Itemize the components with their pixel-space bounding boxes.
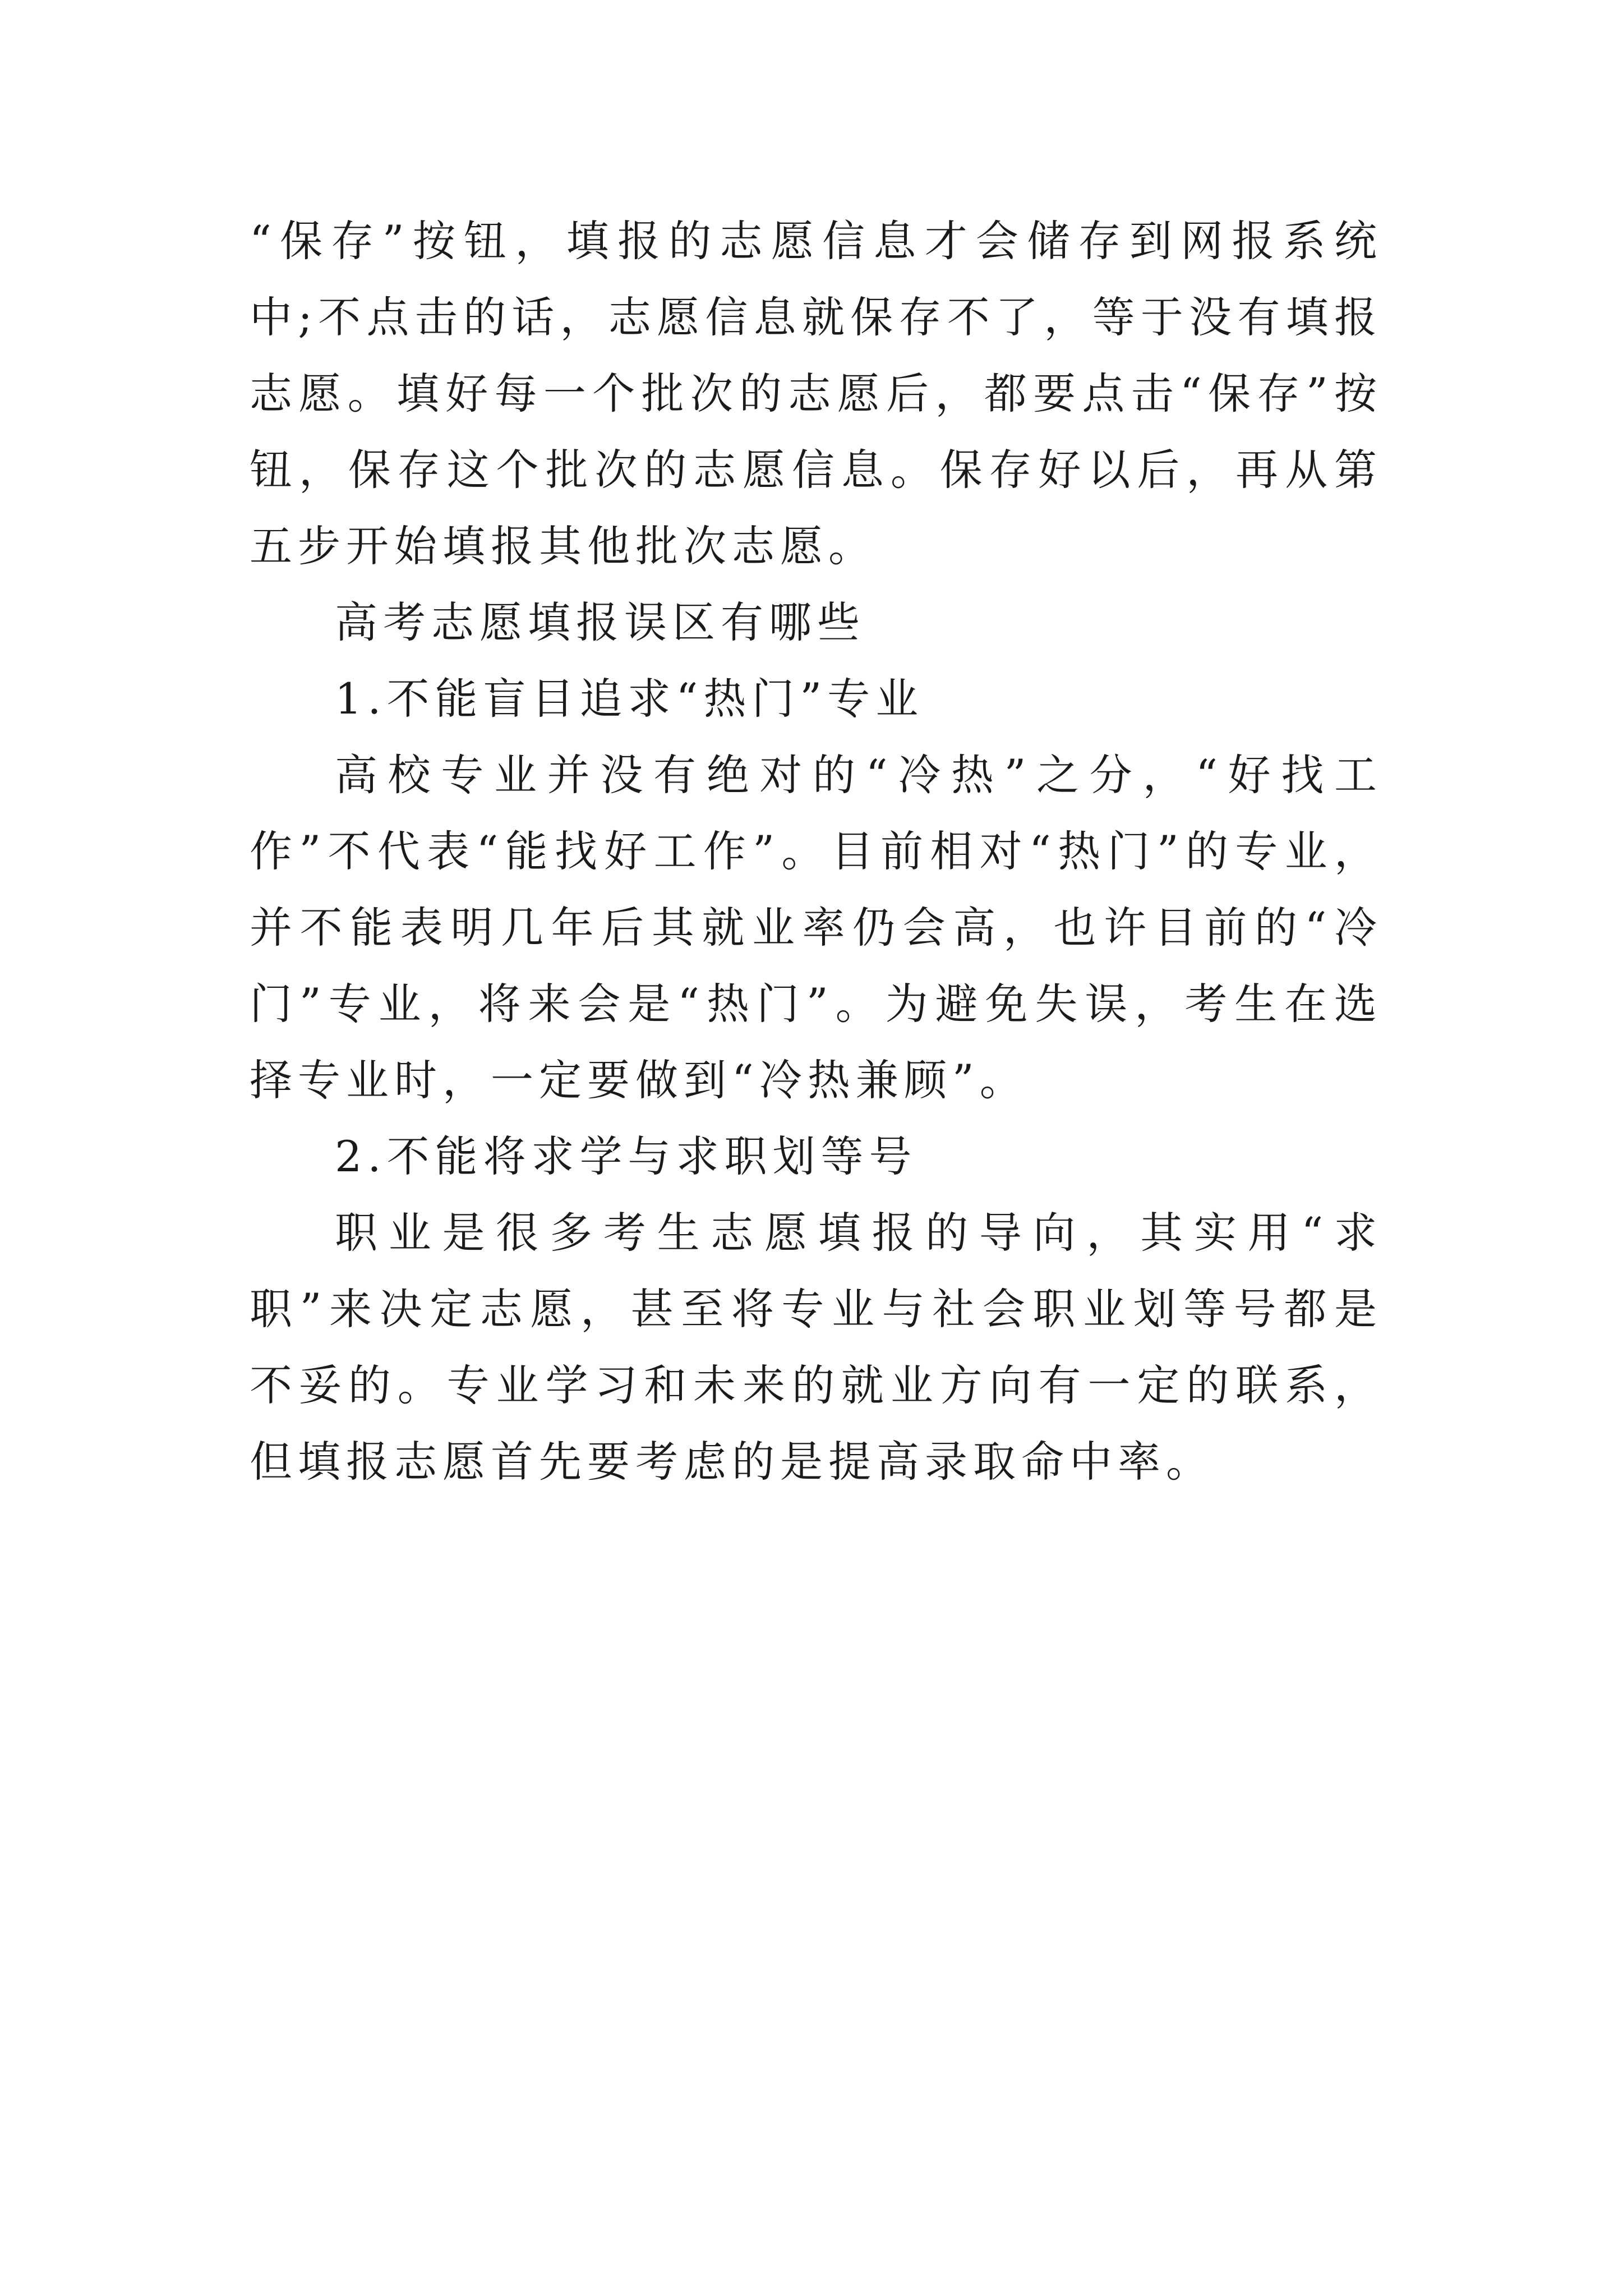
paragraph-1: 高校专业并没有绝对的“冷热”之分，“好找工作”不代表“能找好工作”。目前相对“热门”的专业，并不能表明几年后其就业率仍会高，也许目前的“冷门”专业，将来会是“热门”。为避免失误，考生在选择专业时，一定要做到“冷热兼顾”。 [250, 750, 1382, 1105]
paragraph-2: 职业是很多考生志愿填报的导向，其实用“求职”来决定志愿，甚至将专业与社会职业划等号都是不妥的。专业学习和未来的就业方向有一定的联系，但填报志愿首先要考虑的是提高录取命中率。 [250, 1208, 1382, 1487]
document-body [250, 203, 1382, 1500]
subheading-1: 1.不能盲目追求“热门”专业 [335, 674, 924, 724]
subheading-2: 2.不能将求学与求职划等号 [335, 1131, 917, 1181]
paragraph-continuation: “保存”按钮，填报的志愿信息才会储存到网报系统中;不点击的话，志愿信息就保存不了，等于没有填报志愿。填好每一个批次的志愿后，都要点击“保存”按钮，保存这个批次的志愿信息。保存好以后，再从第五步开始填报其他批次志愿。 [250, 216, 1382, 571]
section-heading: 高考志愿填报误区有哪些 [335, 597, 865, 647]
